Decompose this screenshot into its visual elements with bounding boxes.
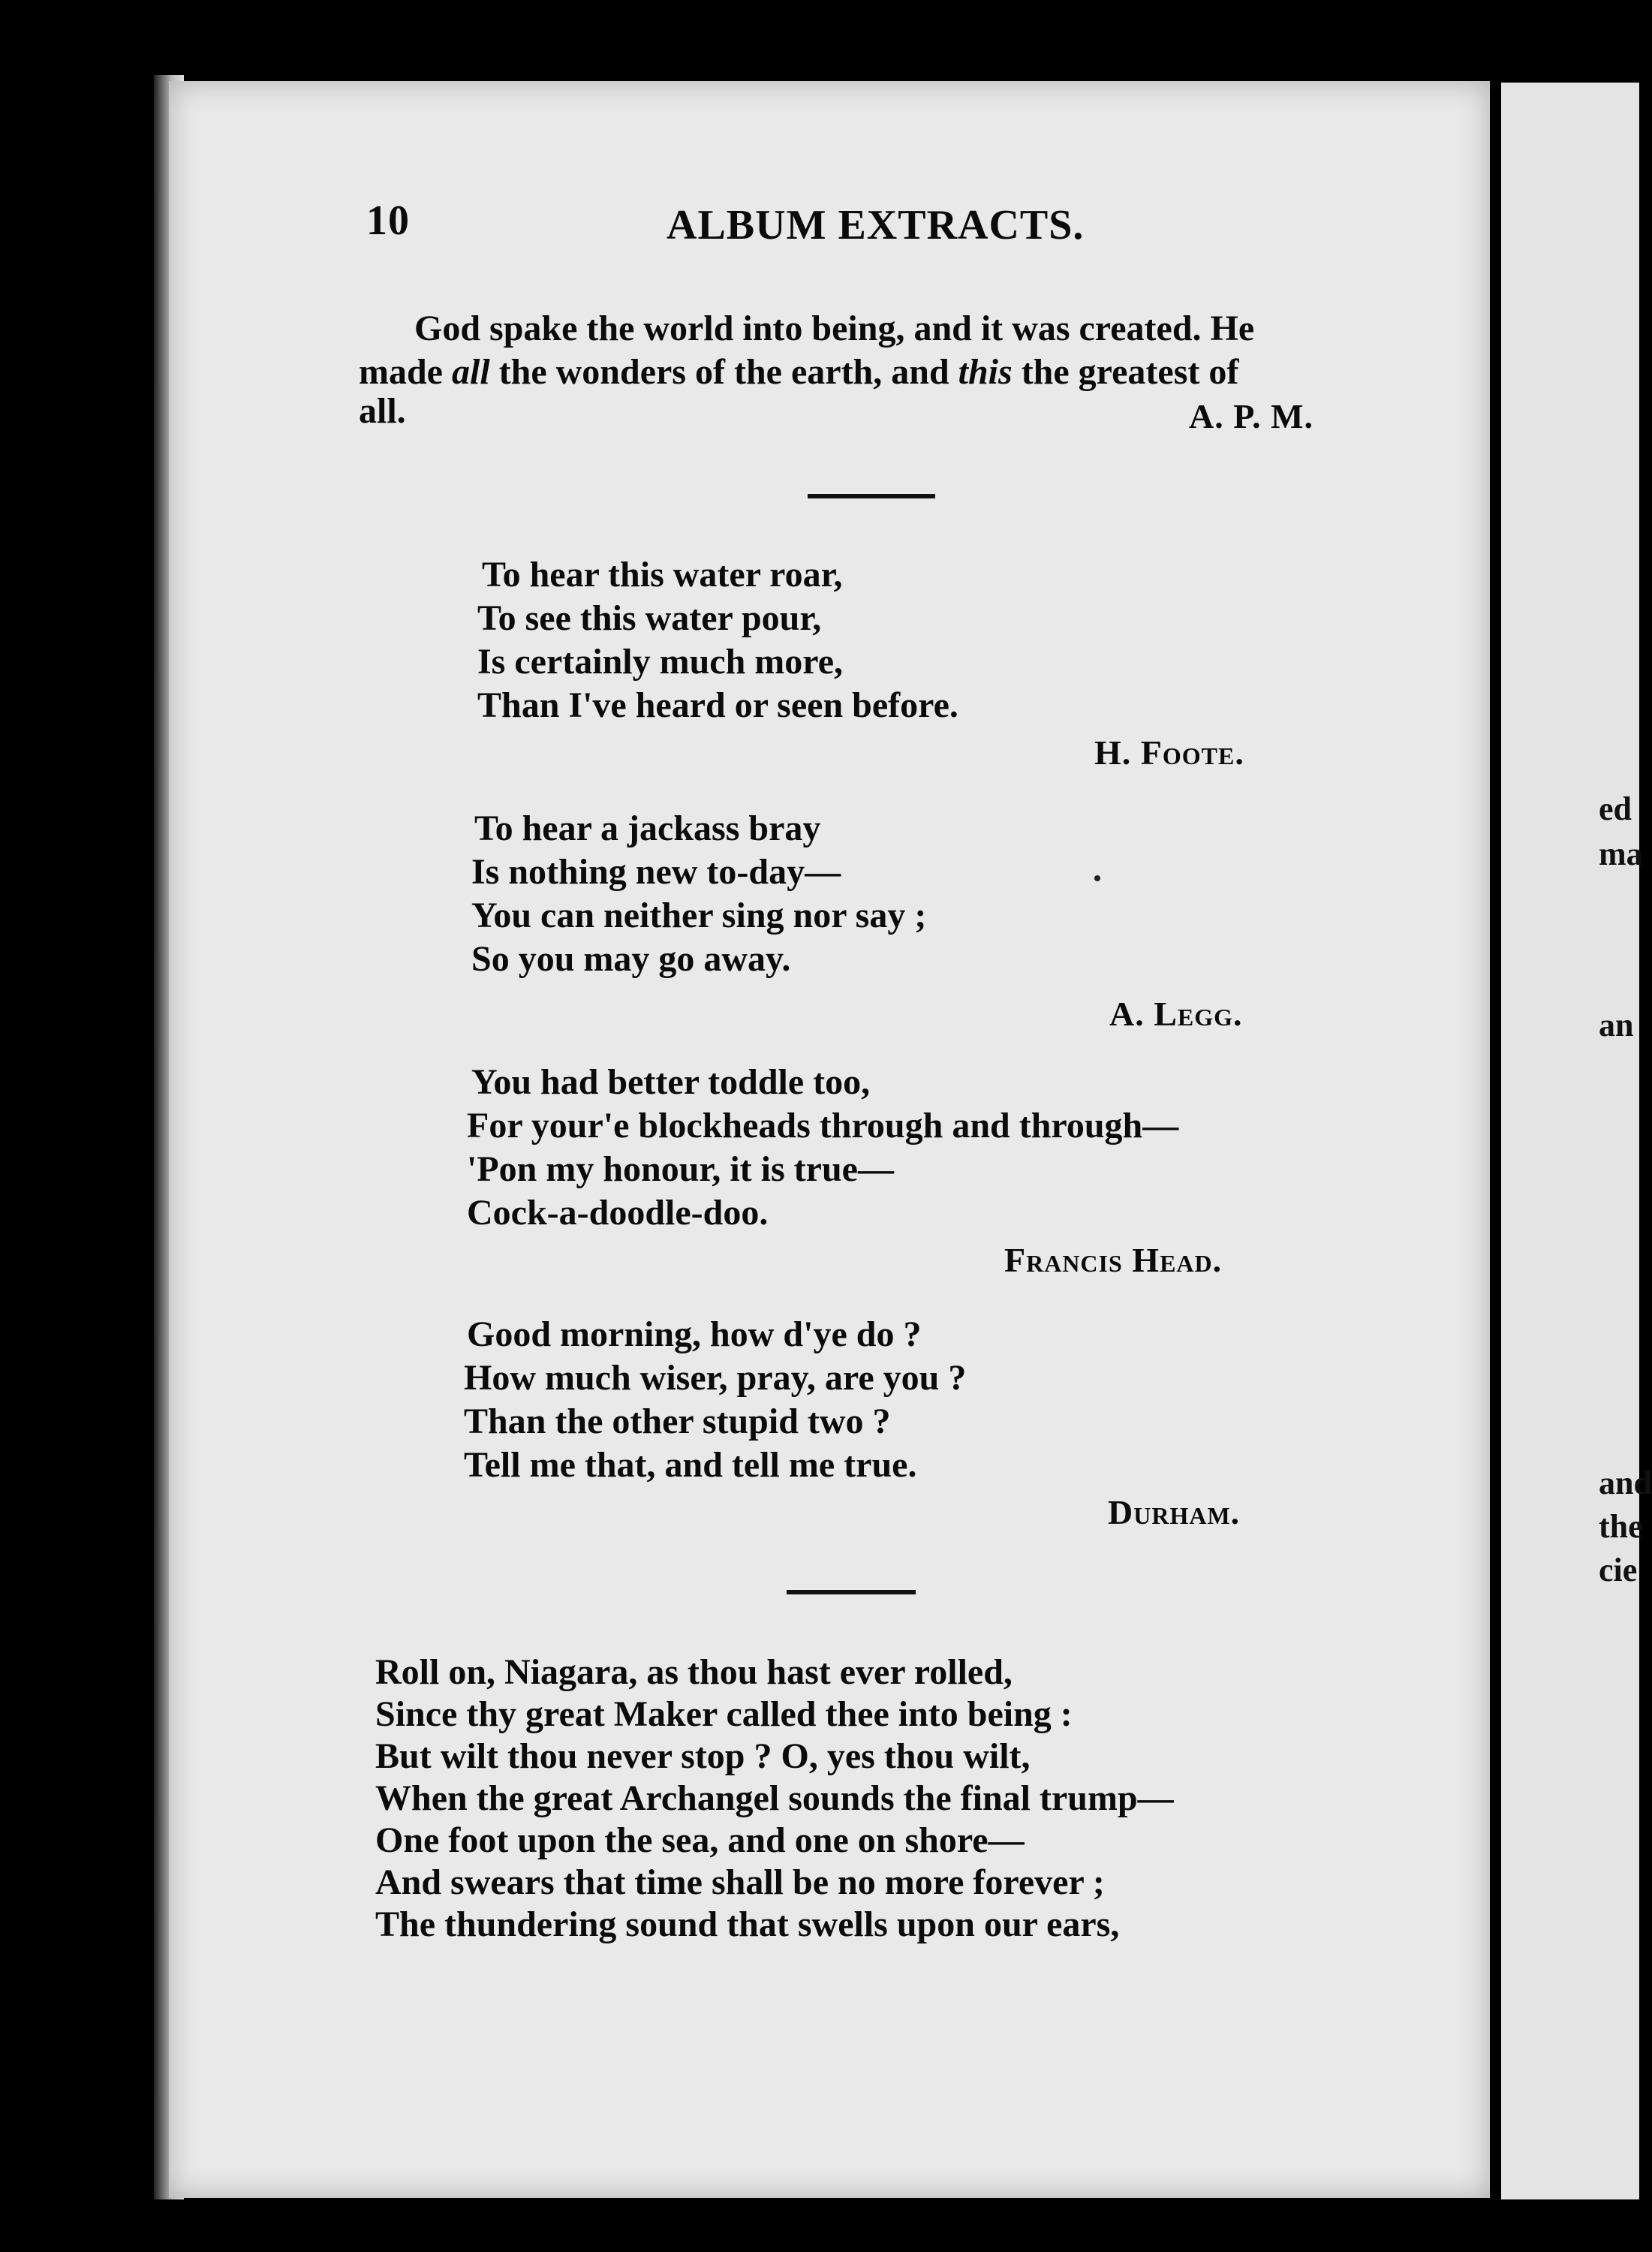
intro-signature: A. P. M.: [1189, 397, 1314, 435]
divider-rule-2: [787, 1590, 916, 1594]
page-number: 10: [366, 197, 410, 244]
poem-1-line-1: To hear this water roar,: [482, 555, 843, 595]
poem-4-line-2: How much wiser, pray, are you ?: [464, 1358, 967, 1398]
facing-page-fragment: cie: [1599, 1552, 1638, 1588]
poem-1-line-3: Is certainly much more,: [477, 642, 844, 682]
poem-1-signature: H. Foote.: [1094, 733, 1244, 772]
final-poem-line-6: And swears that time shall be no more forever ;: [375, 1862, 1105, 1902]
poem-2-line-1: To hear a jackass bray: [474, 808, 821, 848]
poem-3-line-4: Cock-a-doodle-doo.: [467, 1193, 769, 1233]
poem-2-signature: A. Legg.: [1109, 995, 1243, 1033]
facing-page-fragment: ed: [1599, 790, 1632, 827]
poem-2-line-3: You can neither sing nor say ;: [471, 896, 927, 935]
poem-1-line-4: Than I've heard or seen before.: [477, 685, 958, 725]
divider-rule-1: [808, 494, 935, 498]
intro-line-2: made all the wonders of the earth, and this the greatest of: [359, 352, 1239, 392]
final-poem-line-5: One foot upon the sea, and one on shore—: [375, 1820, 1025, 1860]
poem-4-line-4: Tell me that, and tell me true.: [464, 1445, 917, 1485]
poem-2-line-4: So you may go away.: [471, 939, 791, 979]
facing-page-fragment: and: [1599, 1465, 1652, 1501]
poem-4-signature: Durham.: [1108, 1493, 1241, 1531]
final-poem-line-2: Since thy great Maker called thee into being :: [375, 1694, 1073, 1734]
intro-line-3: all.: [359, 391, 406, 431]
poem-4-line-1: Good morning, how d'ye do ?: [467, 1314, 922, 1354]
intro-line-1: God spake the world into being, and it was created. He: [414, 309, 1255, 348]
ink-spot: [1094, 875, 1100, 881]
final-poem-line-1: Roll on, Niagara, as thou hast ever rolled,: [375, 1652, 1013, 1692]
facing-page-fragment: the: [1599, 1508, 1643, 1545]
facing-page-fragment: ma: [1599, 835, 1643, 872]
poem-3-signature: Francis Head.: [1004, 1241, 1223, 1279]
poem-3-line-3: 'Pon my honour, it is true—: [467, 1149, 894, 1189]
poem-4-line-3: Than the other stupid two ?: [464, 1401, 891, 1441]
final-poem-line-7: The thundering sound that swells upon our ears,: [375, 1904, 1120, 1944]
facing-page: [1501, 83, 1639, 2199]
final-poem-line-3: But wilt thou never stop ? O, yes thou wilt,: [375, 1736, 1031, 1776]
running-head: ALBUM EXTRACTS.: [667, 202, 1085, 248]
facing-page-fragment: an: [1599, 1007, 1634, 1043]
poem-1-line-2: To see this water pour,: [477, 598, 822, 638]
poem-3-line-2: For your'e blockheads through and through—: [467, 1106, 1179, 1146]
poem-3-line-1: You had better toddle too,: [471, 1062, 871, 1102]
poem-2-line-2: Is nothing new to-day—: [471, 852, 841, 892]
final-poem-line-4: When the great Archangel sounds the final trump—: [375, 1778, 1174, 1818]
